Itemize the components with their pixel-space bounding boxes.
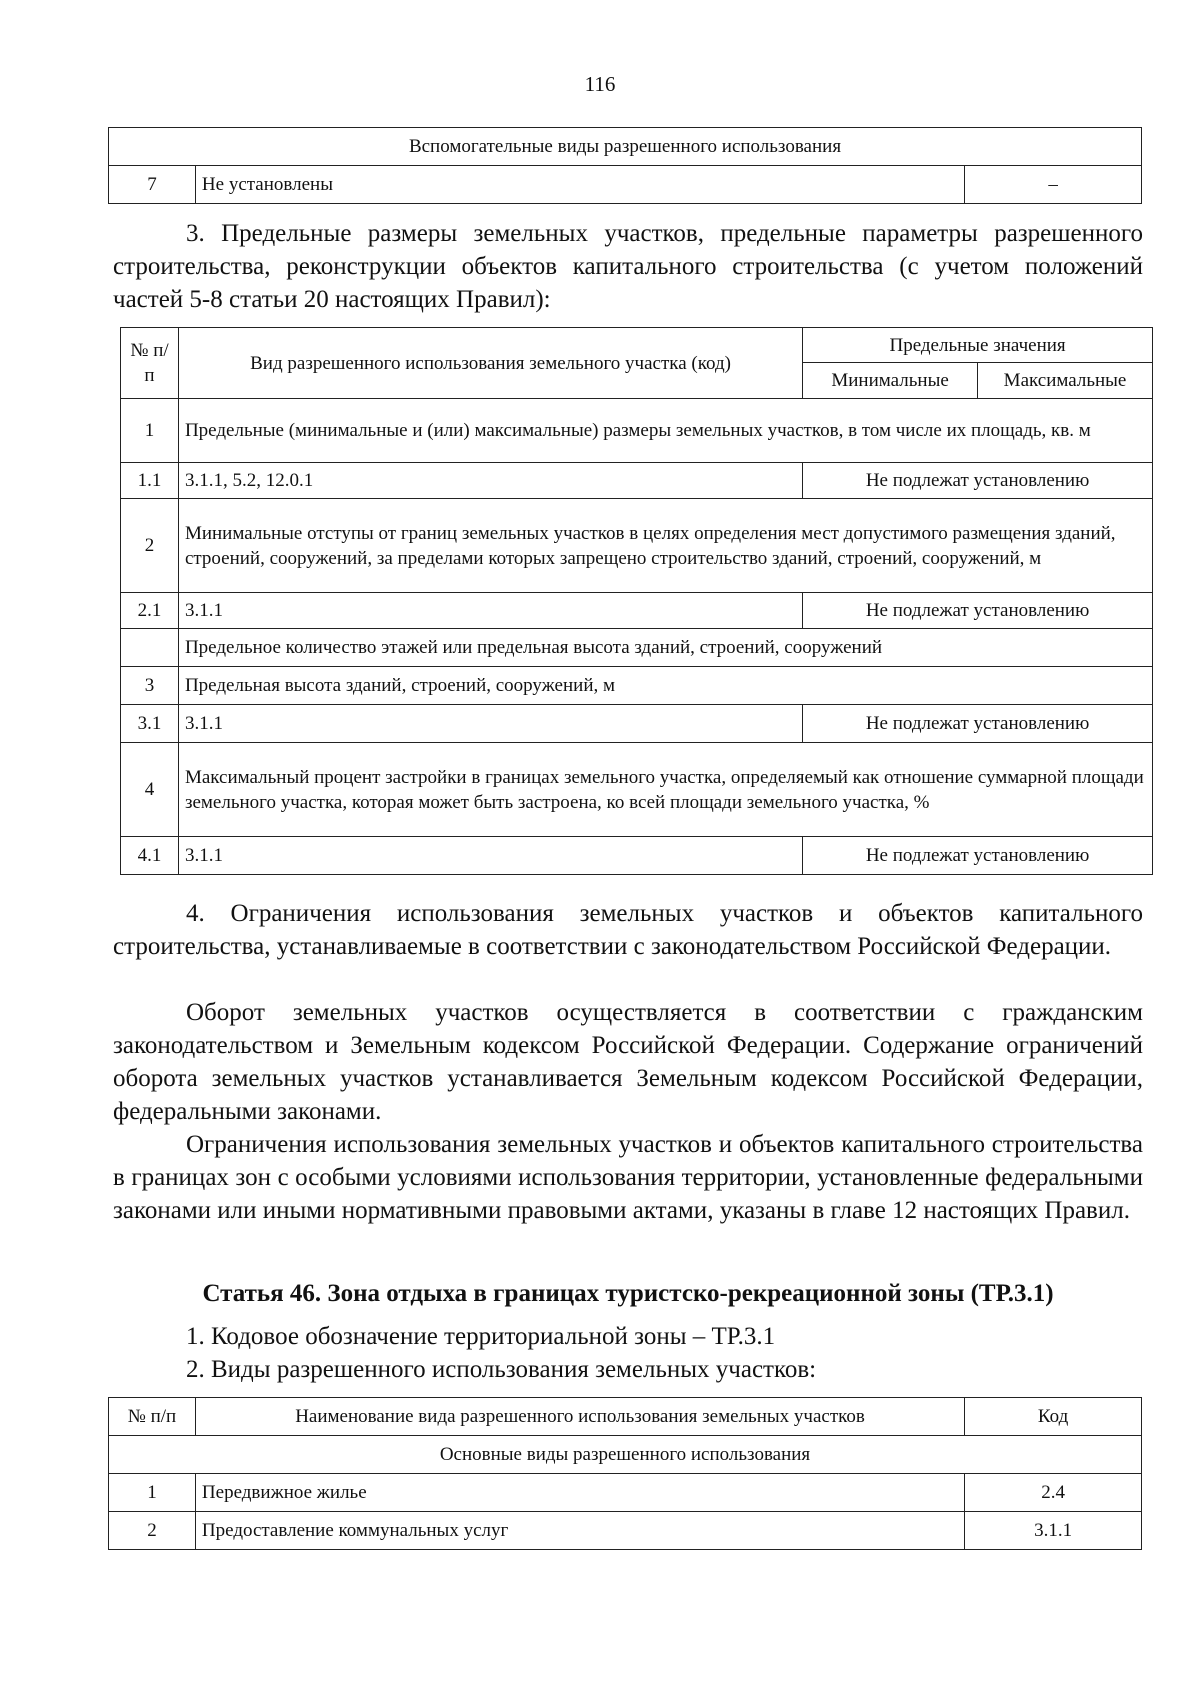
row-text: Минимальные отступы от границ земельных участков в целях определения мест допустимого размещения зданий, строений, сооружений, за пределами которых запрещено строительство зданий, строений, сооружений, м [178,499,1152,593]
table-row [121,667,1153,705]
table-row [121,629,1153,667]
row-number: 3.1 [121,705,179,743]
row-text: Предельная высота зданий, строений, сооружений, м [178,667,1152,705]
table-subheader: Основные виды разрешенного использования [109,1436,1142,1474]
header-limits: Предельные значения [803,328,1153,363]
section-4-paragraph-2: Оборот земельных участков осуществляется в соответствии с гражданским законодательством и Земельным кодексом Российской Федерации. Содержание ограничений оборота земельных участков устанавливается Земельным кодексом Российской Федерации, федеральными законами. [113,999,1143,1125]
row-number: 7 [109,166,196,204]
row-number: 1 [121,399,179,463]
row-text: Предельное количество этажей или предельная высота зданий, строений, сооружений [178,629,1152,667]
row-number: 1 [109,1474,196,1512]
row-number: 4.1 [121,837,179,875]
row-value: Не подлежат установлению [803,837,1153,875]
row-text: 3.1.1, 5.2, 12.0.1 [178,463,802,499]
table-row [121,499,1153,593]
permitted-uses-table [108,1397,1142,1550]
section-3-paragraph: 3. Предельные размеры земельных участков, предельные параметры разрешенного строительства, реконструкции объектов капитального строительства (с учетом положений частей 5-8 статьи 20 настоящих Правил): [113,220,1143,313]
row-number: 2 [109,1512,196,1550]
row-name: Предоставление коммунальных услуг [195,1512,964,1550]
section-4-paragraph-1: 4. Ограничения использования земельных участков и объектов капитального строительства, устанавливаемые в соответствии с законодательством Российской Федерации. [113,900,1143,960]
row-number: 1.1 [121,463,179,499]
row-text: Предельные (минимальные и (или) максимальные) размеры земельных участков, в том числе их площадь, кв. м [178,399,1152,463]
table-row [121,593,1153,629]
table-row [109,1474,1142,1512]
row-code: 2.4 [965,1474,1142,1512]
table-header: Вспомогательные виды разрешенного использования [109,128,1142,166]
article-item-2: 2. Виды разрешенного использования земельных участков: [186,1356,817,1383]
page-number: 116 [584,72,616,96]
table-row [121,463,1153,499]
row-name: Не установлены [195,166,964,204]
header-max: Максимальные [978,363,1153,399]
row-value: Не подлежат установлению [803,593,1153,629]
header-code: Код [965,1398,1142,1436]
header-num: № п/п [121,328,179,399]
auxiliary-uses-table [108,127,1142,204]
header-kind: Вид разрешенного использования земельного участка (код) [178,328,802,399]
article-heading: Статья 46. Зона отдыха в границах туристско-рекреационной зоны (ТР.3.1) [202,1280,1054,1307]
row-text: 3.1.1 [178,593,802,629]
table-row [121,705,1153,743]
row-number: 2.1 [121,593,179,629]
row-code: 3.1.1 [965,1512,1142,1550]
table-row [121,399,1153,463]
row-code: – [965,166,1142,204]
row-number: 4 [121,743,179,837]
section-4-paragraph-3: Ограничения использования земельных участков и объектов капитального строительства в границах зон с особыми условиями использования территории, установленные федеральными законами или иными нормативными правовыми актами, указаны в главе 12 настоящих Правил. [113,1131,1143,1224]
row-value: Не подлежат установлению [803,463,1153,499]
table-row [109,1512,1142,1550]
header-name: Наименование вида разрешенного использования земельных участков [195,1398,964,1436]
row-number: 3 [121,667,179,705]
header-min: Минимальные [803,363,978,399]
table-row [121,837,1153,875]
article-item-1: 1. Кодовое обозначение территориальной зоны – ТР.3.1 [186,1323,776,1350]
row-name: Передвижное жилье [195,1474,964,1512]
table-row [121,743,1153,837]
row-text: 3.1.1 [178,837,802,875]
header-num: № п/п [109,1398,196,1436]
row-text: Максимальный процент застройки в границах земельного участка, определяемый как отношение суммарной площади земельного участка, которая может быть застроена, ко всей площади земельного участка, % [178,743,1152,837]
row-value: Не подлежат установлению [803,705,1153,743]
limits-table [120,327,1153,875]
table-row [109,166,1142,204]
row-number [121,629,179,667]
row-number: 2 [121,499,179,593]
row-text: 3.1.1 [178,705,802,743]
